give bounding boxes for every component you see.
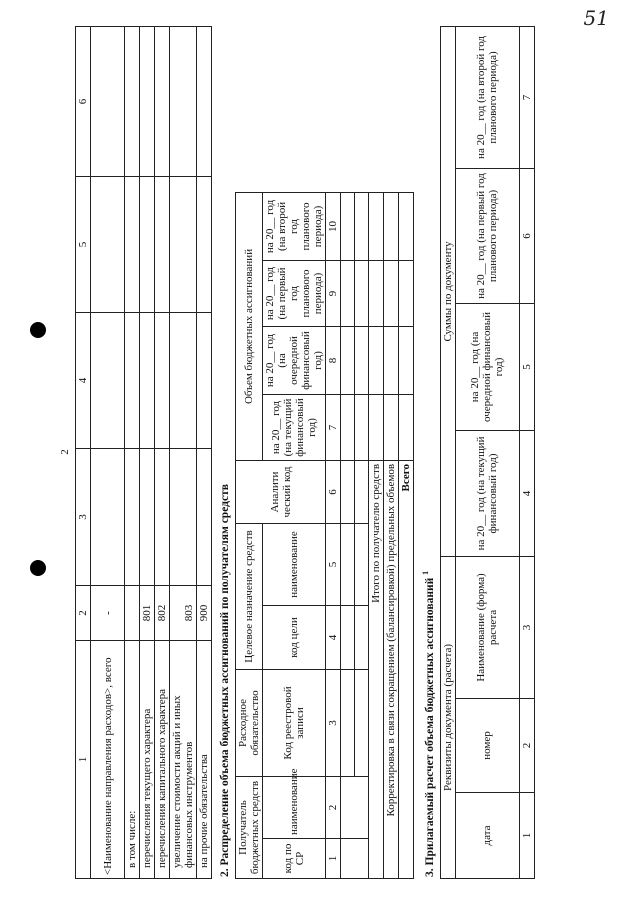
column-number: 6 <box>326 460 341 523</box>
header-obligation: Расходное обязательство <box>236 670 263 777</box>
section-3-title-text: 3. Прилагаемый расчет объема бюджетных ассигнований <box>423 577 436 877</box>
row-code: - <box>91 586 125 641</box>
grand-total-label: Всего <box>399 460 414 878</box>
table-header-row <box>76 27 91 879</box>
header-name: наименование <box>263 777 326 839</box>
header-cell: 1 <box>76 641 91 879</box>
column-number: 9 <box>326 260 341 326</box>
section-2-title: 2. Распределение объема бюджетных ассигнований по получателям средств <box>219 484 231 877</box>
header-cell: 2 <box>76 586 91 641</box>
column-number: 5 <box>519 303 534 430</box>
table-row <box>125 27 140 879</box>
row-code: 802 <box>155 586 170 641</box>
header-goal-code: код цели <box>263 606 326 670</box>
header-period: на 20__ год (на очередной финансовый год) <box>263 326 326 394</box>
table-row <box>155 27 170 879</box>
expense-table <box>75 26 212 879</box>
column-number: 7 <box>326 394 341 460</box>
column-number: 7 <box>519 26 534 168</box>
handwritten-page-number: 51 <box>583 6 609 30</box>
header-goal-name: наименование <box>263 523 326 605</box>
column-number: 6 <box>519 168 534 303</box>
table-row <box>140 27 155 879</box>
header-period: на 20__ год (на первый год планового периода) <box>455 168 519 303</box>
row-code: 900 <box>197 586 212 641</box>
row-name: перечисления текущего характера <box>140 641 155 879</box>
column-number: 2 <box>326 777 341 839</box>
header-period: на 20__ год (на текущий финансовый год) <box>455 430 519 556</box>
column-number: 4 <box>519 430 534 556</box>
footnote-mark: 1 <box>421 570 430 575</box>
header-date: дата <box>455 793 519 879</box>
table-row <box>170 27 197 879</box>
header-analytic: Аналити ческий код <box>236 460 326 523</box>
calculation-table <box>440 26 535 879</box>
column-number: 2 <box>519 699 534 793</box>
header-code-sr: код по СР <box>263 839 326 879</box>
table-row <box>91 27 125 879</box>
column-number: 5 <box>326 523 341 605</box>
column-number: 3 <box>519 556 534 698</box>
header-registry: Код реестровой записи <box>263 670 326 777</box>
row-name: <Наименование направления расходов>, всего <box>91 641 125 879</box>
header-period: на 20__ год (на очередной финансовый год) <box>455 303 519 430</box>
row-code: 803 <box>170 586 197 641</box>
row-name: в том числе: <box>125 641 140 879</box>
table-row <box>197 27 212 879</box>
row-name: увеличение стоимости акций и иных финансовых инструментов <box>170 641 197 879</box>
rotated-page-content <box>75 23 631 881</box>
row-name: перечисления капитального характера <box>155 641 170 879</box>
header-cell: 4 <box>76 313 91 449</box>
total-recipient-label: Итого по получателю средств <box>369 460 384 878</box>
punch-hole <box>30 322 46 338</box>
column-number: 3 <box>326 670 341 777</box>
distribution-table <box>235 0 414 879</box>
header-volume: Объем бюджетных ассигнований <box>236 192 263 460</box>
row-code: 801 <box>140 586 155 641</box>
header-period: на 20__ год (на первый год планового периода) <box>263 260 326 326</box>
header-requisites: Реквизиты документа (расчета) <box>440 556 455 878</box>
column-number: 1 <box>326 839 341 879</box>
header-recipient: Получатель бюджетных средств <box>236 777 263 879</box>
column-number: 8 <box>326 326 341 394</box>
header-cell: 5 <box>76 177 91 313</box>
header-number: номер <box>455 699 519 793</box>
header-cell: 3 <box>76 449 91 586</box>
punch-hole <box>30 560 46 576</box>
header-period: на 20__ год (на текущий финансовый год) <box>263 394 326 460</box>
header-period: на 20__ год (на второй год планового периода) <box>263 192 326 260</box>
row-name: на прочие обязательства <box>197 641 212 879</box>
header-docname: Наименование (форма) расчета <box>455 556 519 698</box>
header-purpose: Целевое назначение средств <box>236 523 263 669</box>
column-number: 1 <box>519 793 534 879</box>
correction-label: Корректировка в связи сокращением (балансировкой) предельных объемов <box>384 460 399 878</box>
row-code <box>125 586 140 641</box>
header-sums: Суммы по документу <box>440 26 455 556</box>
column-number: 4 <box>326 606 341 670</box>
header-period: на 20__ год (на второй год планового периода) <box>455 26 519 168</box>
header-cell: 6 <box>76 27 91 177</box>
page-number: 2 <box>58 449 71 455</box>
column-number: 10 <box>326 192 341 260</box>
section-3-title <box>421 23 436 877</box>
